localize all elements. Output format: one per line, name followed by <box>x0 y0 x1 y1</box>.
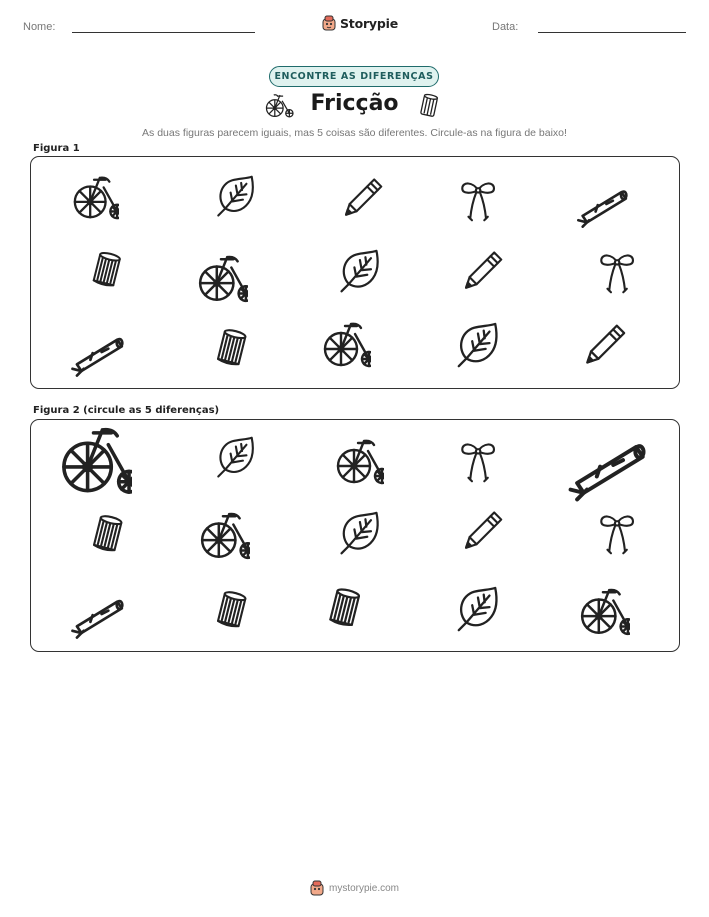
leaf-icon[interactable] <box>213 175 257 224</box>
footer <box>0 880 709 896</box>
leaf-icon[interactable] <box>336 249 382 300</box>
leaf-icon[interactable] <box>336 511 382 562</box>
storypie-mascot-icon <box>322 15 336 31</box>
title-wood-bundle-icon <box>418 92 440 125</box>
bow-icon[interactable] <box>596 250 640 299</box>
page-title: Fricção <box>310 91 399 116</box>
name-field[interactable] <box>72 32 255 33</box>
pencil-icon[interactable] <box>339 176 383 225</box>
stick-icon[interactable] <box>68 324 124 385</box>
bicycle-icon[interactable] <box>321 320 371 375</box>
bicycle-icon[interactable] <box>58 424 132 503</box>
wood-bundle-icon[interactable] <box>87 248 129 295</box>
date-label: Data: <box>492 21 519 33</box>
wood-bundle-icon[interactable] <box>323 584 369 635</box>
date-field[interactable] <box>538 32 686 33</box>
figure2-label: Figura 2 (circule as 5 diferenças) <box>33 405 220 416</box>
figure1-label: Figura 1 <box>33 143 80 154</box>
instructions: As duas figuras parecem iguais, mas 5 coisas são diferentes. Circule-as na figura de baixo! <box>142 127 567 139</box>
brand-name: Storypie <box>340 15 398 31</box>
brand-logo <box>322 13 398 33</box>
bicycle-icon[interactable] <box>198 510 250 567</box>
pencil-icon[interactable] <box>459 249 503 298</box>
leaf-icon[interactable] <box>453 322 501 375</box>
pencil-icon[interactable] <box>580 322 626 373</box>
activity-badge <box>269 66 439 87</box>
wood-bundle-icon[interactable] <box>211 325 255 374</box>
storypie-mascot-icon <box>310 880 324 896</box>
bicycle-icon[interactable] <box>196 253 248 310</box>
footer-url: mystorypie.com <box>328 882 399 894</box>
leaf-icon[interactable] <box>453 586 501 639</box>
bow-icon[interactable] <box>457 178 501 227</box>
wood-bundle-icon[interactable] <box>87 511 131 560</box>
bicycle-icon[interactable] <box>334 437 384 492</box>
bicycle-icon[interactable] <box>578 586 630 643</box>
stick-icon[interactable] <box>68 586 124 647</box>
bow-icon[interactable] <box>457 439 501 488</box>
bicycle-icon[interactable] <box>71 174 119 227</box>
badge-text: ENCONTRE AS DIFERENÇAS <box>274 71 434 82</box>
name-label: Nome: <box>23 21 56 33</box>
bow-icon[interactable] <box>596 511 640 560</box>
stick-icon[interactable] <box>574 177 628 236</box>
pencil-icon[interactable] <box>459 509 503 558</box>
stick-icon[interactable] <box>564 424 646 511</box>
leaf-icon[interactable] <box>213 436 257 485</box>
wood-bundle-icon[interactable] <box>211 587 255 636</box>
